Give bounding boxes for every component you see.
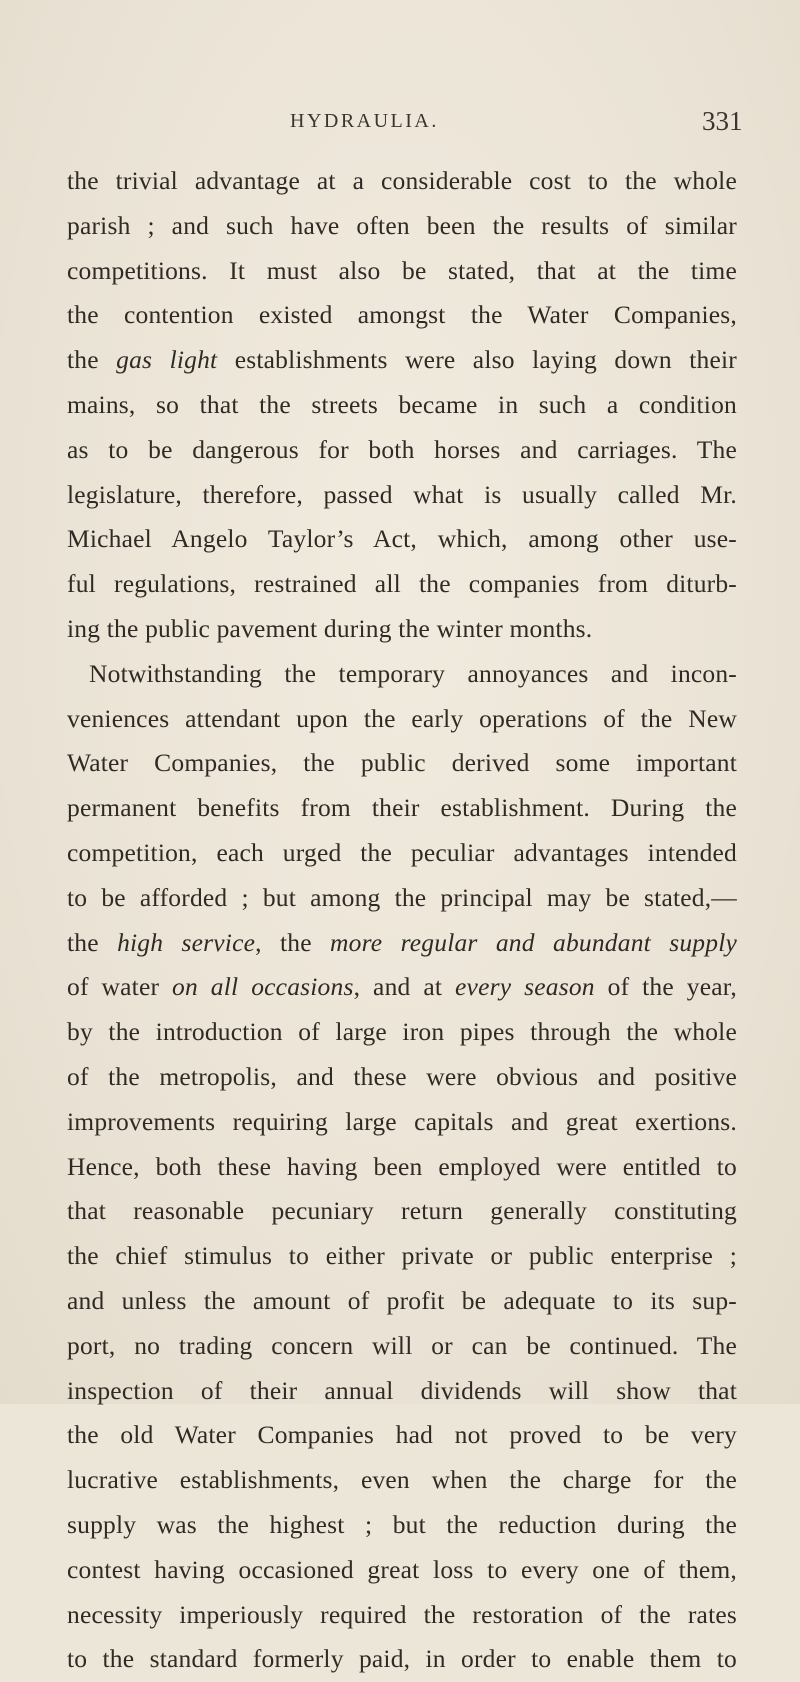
text-line <box>67 204 737 249</box>
text-segment: ing the public pavement during the winter months. <box>67 613 593 643</box>
text-line <box>67 697 737 742</box>
text-segment: the chief stimulus to either private or public enterprise ; <box>67 1241 737 1271</box>
text-line <box>67 741 737 786</box>
text-segment: Hence, both these having been employed were entitled to <box>67 1151 737 1181</box>
text-segment: competitions. It must also be stated, that at the time <box>67 255 737 285</box>
text-line <box>67 607 737 652</box>
text-line <box>67 876 737 921</box>
text-segment: of the year, <box>594 972 738 1002</box>
text-line <box>67 249 737 294</box>
text-line <box>67 1324 737 1369</box>
text-segment: by the introduction of large iron pipes through the whole <box>67 1017 737 1047</box>
text-line <box>67 1189 737 1234</box>
text-segment: ful regulations, restrained all the companies from diturb- <box>67 569 737 599</box>
text-segment: and unless the amount of profit be adequate to its sup- <box>67 1285 737 1315</box>
text-line <box>67 428 737 473</box>
text-segment: that reasonable pecuniary return generally constituting <box>67 1196 737 1226</box>
text-line <box>67 1637 737 1682</box>
text-line <box>67 1055 737 1100</box>
text-segment: , and at <box>353 972 456 1002</box>
text-segment: Notwithstanding the temporary annoyances and incon- <box>89 658 737 688</box>
text-segment: the old Water Companies had not proved to be very <box>67 1420 737 1450</box>
text-segment: parish ; and such have often been the results of similar <box>67 210 737 240</box>
running-title: HYDRAULIA. <box>290 110 439 132</box>
text-line <box>67 1100 737 1145</box>
text-segment: permanent benefits from their establishment. During the <box>67 793 737 823</box>
text-segment: port, no trading concern will or can be continued. The <box>67 1330 737 1360</box>
text-line <box>67 1369 737 1414</box>
text-line <box>67 965 737 1010</box>
text-line <box>67 562 737 607</box>
running-head <box>0 106 800 146</box>
text-segment: of the metropolis, and these were obvious and positive <box>67 1061 737 1091</box>
text-segment: to the standard formerly paid, in order to enable them to <box>67 1644 737 1674</box>
text-segment: inspection of their annual dividends will show that <box>67 1375 737 1405</box>
text-segment: competition, each urged the peculiar advantages intended <box>67 837 737 867</box>
text-line <box>67 1458 737 1503</box>
text-line <box>67 159 737 204</box>
italic-text-segment: more regular and abundant supply <box>330 927 738 957</box>
text-line <box>67 1279 737 1324</box>
text-line <box>67 652 737 697</box>
text-line <box>67 338 737 383</box>
text-line <box>67 517 737 562</box>
italic-text-segment: on all occasions <box>172 972 354 1002</box>
text-line <box>67 1234 737 1279</box>
text-segment: the <box>67 345 117 375</box>
text-segment: of water <box>67 972 173 1002</box>
text-segment: contest having occasioned great loss to every one of them, <box>67 1554 737 1584</box>
text-segment: supply was the highest ; but the reduction during the <box>67 1509 737 1539</box>
text-segment: the trivial advantage at a considerable cost to the whole <box>67 166 737 195</box>
text-segment: Michael Angelo Taylor’s Act, which, among other use- <box>67 524 737 554</box>
text-line <box>67 1503 737 1548</box>
body-text <box>67 159 737 1682</box>
text-line <box>67 921 737 966</box>
text-segment: lucrative establishments, even when the charge for the <box>67 1465 737 1495</box>
text-line <box>67 293 737 338</box>
text-segment: improvements requiring large capitals and great exertions. <box>67 1106 737 1136</box>
text-line <box>67 473 737 518</box>
page-number: 331 <box>702 106 743 136</box>
text-segment: to be afforded ; but among the principal may be stated,— <box>67 882 737 912</box>
text-segment: veniences attendant upon the early operations of the New <box>67 703 737 733</box>
text-line <box>67 786 737 831</box>
text-line <box>67 1145 737 1190</box>
text-segment: necessity imperiously required the restoration of the rates <box>67 1599 737 1629</box>
text-line <box>67 1413 737 1458</box>
italic-text-segment: gas light <box>116 345 218 375</box>
italic-text-segment: high service <box>117 927 256 957</box>
text-segment: establishments were also laying down their <box>217 345 737 375</box>
text-segment: , the <box>255 927 331 957</box>
text-line <box>67 1593 737 1638</box>
text-segment: as to be dangerous for both horses and carriages. The <box>67 434 737 464</box>
text-segment: mains, so that the streets became in such a condition <box>67 389 737 419</box>
italic-text-segment: every season <box>455 972 595 1002</box>
text-segment: legislature, therefore, passed what is usually called Mr. <box>67 479 737 509</box>
text-line <box>67 1010 737 1055</box>
text-line <box>67 383 737 428</box>
text-line <box>67 831 737 876</box>
text-segment: Water Companies, the public derived some important <box>67 748 737 778</box>
text-segment: the <box>67 927 118 957</box>
text-segment: the contention existed amongst the Water Companies, <box>67 300 737 330</box>
text-line <box>67 1548 737 1593</box>
